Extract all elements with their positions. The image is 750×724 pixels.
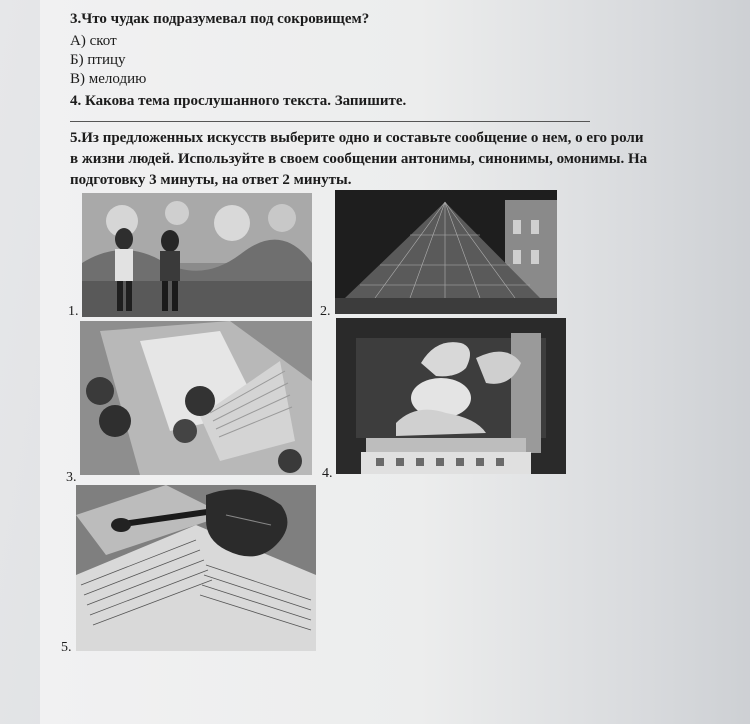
louvre-pyramid-photo (335, 190, 557, 314)
question-3-option-a: А) скот (70, 33, 117, 49)
image-label-5: 5. (61, 640, 72, 655)
open-book-photo (80, 321, 312, 475)
question-3-title: 3.Что чудак подразумевал под сокровищем? (70, 11, 370, 27)
image-label-4: 4. (322, 466, 333, 481)
question-3-option-c: В) мелодию (70, 71, 147, 87)
answer-line (70, 121, 590, 122)
violin-sheet-music-photo (76, 485, 316, 651)
image-label-2: 2. (320, 304, 331, 319)
question-4-title: 4. Какова тема прослушанного текста. Запишите. (70, 93, 407, 109)
mural-photo (82, 193, 312, 317)
question-3-option-b: Б) птицу (70, 52, 126, 68)
image-label-1: 1. (68, 304, 79, 319)
sculpture-photo (336, 318, 566, 474)
image-label-3: 3. (66, 470, 77, 485)
question-5-line-1: 5.Из предложенных искусств выберите одно и составьте сообщение о нем, о его роли (70, 130, 644, 146)
question-5-line-3: подготовку 3 минуты, на ответ 2 минуты. (70, 172, 352, 188)
question-5-line-2: в жизни людей. Используйте в своем сообщении антонимы, синонимы, омонимы. На (70, 151, 648, 167)
